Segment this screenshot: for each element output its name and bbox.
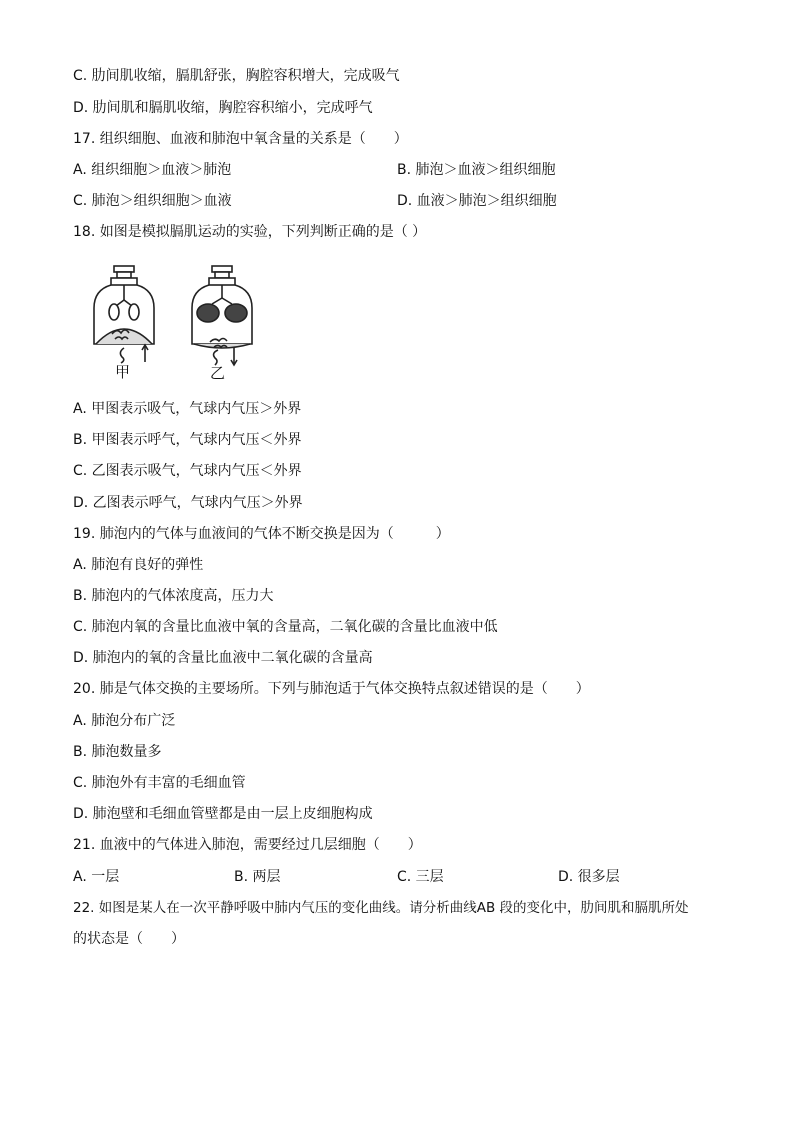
q21-option-b: B. 两层 (234, 869, 281, 885)
q18-option-d: D. 乙图表示呼气，气球内气压＞外界 (73, 495, 303, 511)
q21-option-c: C. 三层 (397, 869, 444, 885)
q22-stem-line1: 22. 如图是某人在一次平静呼吸中肺内气压的变化曲线。请分析曲线AB 段的变化中，肋间肌和膈肌所处 (73, 900, 689, 916)
figure-label-jia: 甲 (115, 363, 131, 381)
q17-stem: 17. 组织细胞、血液和肺泡中氧含量的关系是（ ） (73, 131, 408, 147)
diaphragm-model-figure (88, 258, 268, 388)
q19-option-d: D. 肺泡内的氧的含量比血液中二氧化碳的含量高 (73, 650, 373, 666)
q20-option-c: C. 肺泡外有丰富的毛细血管 (73, 775, 246, 791)
q19-option-c: C. 肺泡内氧的含量比血液中氧的含量高，二氧化碳的含量比血液中低 (73, 619, 498, 635)
q17-option-b: B. 肺泡＞血液＞组织细胞 (397, 162, 556, 178)
q18-option-a: A. 甲图表示吸气，气球内气压＞外界 (73, 401, 302, 417)
q17-option-c: C. 肺泡＞组织细胞＞血液 (73, 193, 232, 209)
q16-option-c: C. 肋间肌收缩，膈肌舒张，胸腔容积增大，完成吸气 (73, 68, 400, 84)
q19-stem: 19. 肺泡内的气体与血液间的气体不断交换是因为（ ） (73, 526, 450, 542)
q21-option-a: A. 一层 (73, 869, 120, 885)
q22-stem-line2: 的状态是（ ） (73, 931, 185, 947)
jar-jia (94, 266, 154, 363)
q21-stem: 21. 血液中的气体进入肺泡，需要经过几层细胞（ ） (73, 837, 422, 853)
q17-option-d: D. 血液＞肺泡＞组织细胞 (397, 193, 557, 209)
figure-label-yi: 乙 (210, 364, 226, 382)
q21-option-d: D. 很多层 (558, 869, 620, 885)
q18-option-b: B. 甲图表示呼气，气球内气压＜外界 (73, 432, 302, 448)
q20-option-b: B. 肺泡数量多 (73, 744, 162, 760)
q18-option-c: C. 乙图表示吸气，气球内气压＜外界 (73, 463, 302, 479)
q17-option-a: A. 组织细胞＞血液＞肺泡 (73, 162, 232, 178)
q19-option-b: B. 肺泡内的气体浓度高，压力大 (73, 588, 274, 604)
q16-option-d: D. 肋间肌和膈肌收缩，胸腔容积缩小，完成呼气 (73, 100, 373, 116)
q18-stem: 18. 如图是模拟膈肌运动的实验，下列判断正确的是（ ） (73, 224, 427, 240)
q20-stem: 20. 肺是气体交换的主要场所。下列与肺泡适于气体交换特点叙述错误的是（ ） (73, 681, 590, 697)
q19-option-a: A. 肺泡有良好的弹性 (73, 557, 204, 573)
q20-option-d: D. 肺泡壁和毛细血管壁都是由一层上皮细胞构成 (73, 806, 373, 822)
q20-option-a: A. 肺泡分布广泛 (73, 713, 176, 729)
jar-yi (192, 266, 252, 365)
